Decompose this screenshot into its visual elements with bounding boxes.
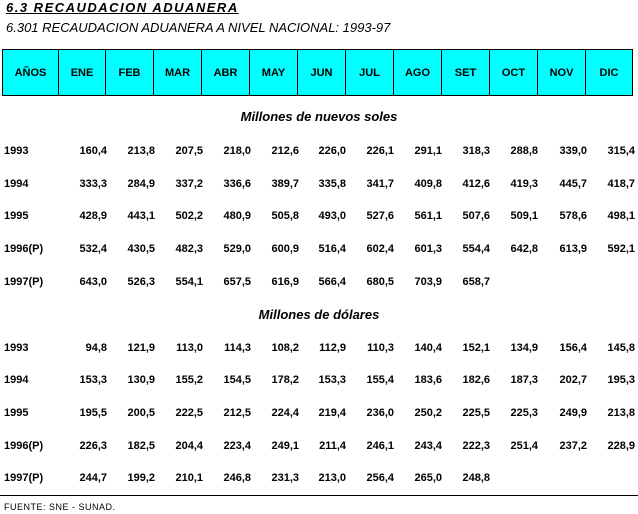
value-cell: 225,3 xyxy=(510,407,538,419)
header-cell-mar: MAR xyxy=(153,49,202,96)
value-cell: 657,5 xyxy=(223,276,251,288)
value-cell: 554,4 xyxy=(462,243,490,255)
value-cell: 265,0 xyxy=(414,472,442,484)
value-cell: 187,3 xyxy=(510,374,538,386)
value-cell: 153,3 xyxy=(79,374,107,386)
table-row xyxy=(0,407,638,423)
value-cell: 225,5 xyxy=(462,407,490,419)
value-cell: 204,4 xyxy=(175,440,203,452)
value-cell: 554,1 xyxy=(175,276,203,288)
value-cell: 592,1 xyxy=(607,243,635,255)
table-subtitle: 6.301 RECAUDACION ADUANERA A NIVEL NACIONAL: 1993-97 xyxy=(6,20,391,35)
value-cell: 213,8 xyxy=(607,407,635,419)
value-cell: 182,6 xyxy=(462,374,490,386)
value-cell: 445,7 xyxy=(559,178,587,190)
value-cell: 207,5 xyxy=(175,145,203,157)
value-cell: 154,5 xyxy=(223,374,251,386)
value-cell: 529,0 xyxy=(223,243,251,255)
value-cell: 212,5 xyxy=(223,407,251,419)
value-cell: 200,5 xyxy=(127,407,155,419)
value-cell: 94,8 xyxy=(85,342,107,354)
value-cell: 246,1 xyxy=(366,440,394,452)
source-note: FUENTE: SNE - SUNAD. xyxy=(4,502,116,512)
year-label: 1993 xyxy=(4,145,29,157)
year-label: 1993 xyxy=(4,342,29,354)
value-cell: 183,6 xyxy=(414,374,442,386)
value-cell: 108,2 xyxy=(271,342,299,354)
header-cell-set: SET xyxy=(441,49,490,96)
value-cell: 418,7 xyxy=(607,178,635,190)
value-cell: 318,3 xyxy=(462,145,490,157)
value-cell: 211,4 xyxy=(319,440,346,452)
value-cell: 246,8 xyxy=(223,472,251,484)
value-cell: 160,4 xyxy=(79,145,107,157)
page-title: 6.3 RECAUDACION ADUANERA xyxy=(6,0,239,15)
value-cell: 249,1 xyxy=(271,440,299,452)
value-cell: 601,3 xyxy=(414,243,442,255)
value-cell: 430,5 xyxy=(127,243,155,255)
value-cell: 288,8 xyxy=(510,145,538,157)
value-cell: 178,2 xyxy=(271,374,299,386)
value-cell: 498,1 xyxy=(607,210,635,222)
value-cell: 291,1 xyxy=(414,145,442,157)
value-cell: 335,8 xyxy=(318,178,346,190)
table-header xyxy=(2,49,638,96)
value-cell: 443,1 xyxy=(127,210,155,222)
value-cell: 226,1 xyxy=(366,145,394,157)
value-cell: 643,0 xyxy=(79,276,107,288)
value-cell: 249,9 xyxy=(559,407,587,419)
value-cell: 223,4 xyxy=(223,440,251,452)
header-cell-nov: NOV xyxy=(537,49,586,96)
value-cell: 219,4 xyxy=(318,407,346,419)
value-cell: 195,3 xyxy=(607,374,635,386)
value-cell: 561,1 xyxy=(414,210,442,222)
value-cell: 222,3 xyxy=(462,440,490,452)
header-cell-dic: DIC xyxy=(585,49,633,96)
value-cell: 231,3 xyxy=(271,472,299,484)
year-label: 1996(P) xyxy=(4,243,44,255)
value-cell: 228,9 xyxy=(607,440,635,452)
header-cell-ene: ENE xyxy=(58,49,106,96)
value-cell: 155,2 xyxy=(175,374,203,386)
value-cell: 703,9 xyxy=(414,276,442,288)
value-cell: 224,4 xyxy=(271,407,299,419)
value-cell: 412,6 xyxy=(462,178,490,190)
value-cell: 114,3 xyxy=(224,342,251,354)
value-cell: 602,4 xyxy=(366,243,394,255)
value-cell: 502,2 xyxy=(175,210,203,222)
value-cell: 339,0 xyxy=(559,145,587,157)
value-cell: 613,9 xyxy=(559,243,587,255)
value-cell: 152,1 xyxy=(462,342,490,354)
value-cell: 226,0 xyxy=(318,145,346,157)
value-cell: 616,9 xyxy=(271,276,299,288)
value-cell: 156,4 xyxy=(559,342,587,354)
year-label: 1994 xyxy=(4,374,29,386)
table-row xyxy=(0,374,638,390)
value-cell: 251,4 xyxy=(510,440,538,452)
section-title: Millones de dólares xyxy=(258,307,380,322)
value-cell: 110,3 xyxy=(367,342,394,354)
value-cell: 409,8 xyxy=(414,178,442,190)
value-cell: 182,5 xyxy=(127,440,155,452)
value-cell: 250,2 xyxy=(414,407,442,419)
value-cell: 505,8 xyxy=(271,210,299,222)
table-row xyxy=(0,210,638,226)
value-cell: 566,4 xyxy=(318,276,346,288)
value-cell: 578,6 xyxy=(559,210,587,222)
value-cell: 113,0 xyxy=(176,342,203,354)
value-cell: 333,3 xyxy=(79,178,107,190)
value-cell: 213,0 xyxy=(318,472,346,484)
year-label: 1997(P) xyxy=(4,276,44,288)
value-cell: 341,7 xyxy=(366,178,394,190)
year-label: 1996(P) xyxy=(4,440,44,452)
value-cell: 315,4 xyxy=(607,145,635,157)
header-cell-abr: ABR xyxy=(201,49,250,96)
value-cell: 480,9 xyxy=(223,210,251,222)
section-title: Millones de nuevos soles xyxy=(240,109,398,124)
value-cell: 244,7 xyxy=(79,472,107,484)
value-cell: 428,9 xyxy=(79,210,107,222)
value-cell: 140,4 xyxy=(414,342,442,354)
header-cell-ago: AGO xyxy=(393,49,442,96)
value-cell: 516,4 xyxy=(318,243,346,255)
value-cell: 145,8 xyxy=(607,342,635,354)
table-row xyxy=(0,440,638,456)
table-row xyxy=(0,243,638,259)
value-cell: 195,5 xyxy=(79,407,107,419)
value-cell: 509,1 xyxy=(510,210,538,222)
year-label: 1997(P) xyxy=(4,472,44,484)
value-cell: 256,4 xyxy=(366,472,394,484)
value-cell: 222,5 xyxy=(175,407,203,419)
year-label: 1995 xyxy=(4,407,29,419)
value-cell: 642,8 xyxy=(510,243,538,255)
value-cell: 680,5 xyxy=(366,276,394,288)
table-row xyxy=(0,472,638,488)
value-cell: 243,4 xyxy=(414,440,442,452)
value-cell: 202,7 xyxy=(559,374,587,386)
value-cell: 218,0 xyxy=(223,145,251,157)
value-cell: 226,3 xyxy=(79,440,107,452)
header-cell-jul: JUL xyxy=(345,49,394,96)
year-label: 1994 xyxy=(4,178,29,190)
value-cell: 236,0 xyxy=(366,407,394,419)
value-cell: 336,6 xyxy=(223,178,251,190)
header-cell-feb: FEB xyxy=(105,49,154,96)
value-cell: 337,2 xyxy=(175,178,203,190)
value-cell: 199,2 xyxy=(127,472,155,484)
value-cell: 121,9 xyxy=(127,342,155,354)
bottom-rule xyxy=(0,495,638,496)
value-cell: 210,1 xyxy=(175,472,203,484)
value-cell: 526,3 xyxy=(127,276,155,288)
value-cell: 112,9 xyxy=(319,342,346,354)
header-cell-year: AÑOS xyxy=(2,49,59,96)
value-cell: 155,4 xyxy=(366,374,394,386)
header-cell-jun: JUN xyxy=(297,49,346,96)
value-cell: 389,7 xyxy=(271,178,299,190)
value-cell: 482,3 xyxy=(175,243,203,255)
value-cell: 213,8 xyxy=(127,145,155,157)
value-cell: 419,3 xyxy=(510,178,538,190)
value-cell: 130,9 xyxy=(127,374,155,386)
value-cell: 134,9 xyxy=(510,342,538,354)
table-row xyxy=(0,276,638,292)
table-row xyxy=(0,178,638,194)
value-cell: 248,8 xyxy=(462,472,490,484)
value-cell: 153,3 xyxy=(318,374,346,386)
header-cell-oct: OCT xyxy=(489,49,538,96)
value-cell: 237,2 xyxy=(559,440,587,452)
year-label: 1995 xyxy=(4,210,29,222)
value-cell: 532,4 xyxy=(79,243,107,255)
table-row xyxy=(0,145,638,161)
value-cell: 212,6 xyxy=(271,145,299,157)
header-cell-may: MAY xyxy=(249,49,298,96)
value-cell: 493,0 xyxy=(318,210,346,222)
value-cell: 658,7 xyxy=(462,276,490,288)
table-row xyxy=(0,342,638,358)
value-cell: 600,9 xyxy=(271,243,299,255)
value-cell: 284,9 xyxy=(127,178,155,190)
value-cell: 527,6 xyxy=(366,210,394,222)
value-cell: 507,6 xyxy=(462,210,490,222)
